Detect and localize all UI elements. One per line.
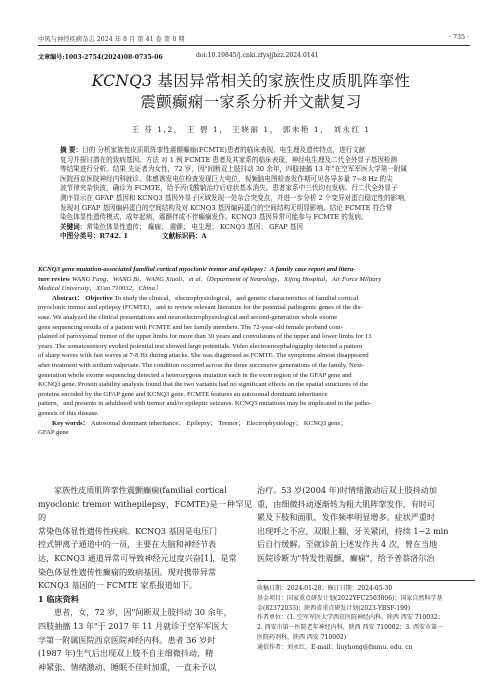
english-block — [38, 265, 476, 438]
english-abstract-line: generation whole exome sequencing detected a heterozygous mutation each in the exon region of the GFAP gene and — [38, 371, 352, 379]
english-abstract-line: gene sequencing results of a patient with FCMTE and her family members. The 72-year-old female proband com- — [38, 323, 343, 331]
abstract-cn-line: 等结果进行分析。结果 先证者为女性，72 岁，因"间断双上肢抖动 30 余年，四肢抽搐 13 年"在空军军医大学第一附属 — [60, 165, 408, 174]
english-abstract-line: of sharp waves with fast waves at 7-8 Hz during attacks. She was diagnosed as FCMTE. The symptoms almost disappeared — [38, 352, 369, 360]
page-number: · 735 · — [448, 34, 469, 41]
journal-header: 中风与神经疾病杂志 2024 年 8 月 第 41 卷 第 8 期 — [38, 36, 185, 43]
english-keywords-2: GFAP gene — [38, 429, 69, 437]
body-line: 累及下肢和面肌，发作频率明显增多。症状严重时 — [257, 512, 436, 523]
footnote-funding: 基金项目：国家重点研发计划(2022YFC2503806)；国家自然科学基 — [257, 594, 443, 602]
abstract-cn-line: 测序显示在 GFAP 基因和 KCNQ3 基因外显子区域发现一处杂合突变点，并进一步分析 2 个变异对蛋白稳定性的影响， — [60, 193, 411, 202]
abstract-label: 摘 要： — [60, 146, 83, 154]
section-heading: 1 临床资料 — [38, 593, 79, 604]
english-affiliation: Medical University，Xi'an 710032，China） — [38, 285, 162, 293]
body-line: myoclonic tremor withepilepsy，FCMTE)是一种罕见的 — [38, 498, 252, 523]
abstract-cn-line: 摘 要：目的 分析家族性皮质肌阵挛性震颤癫痫(FCMTE)患者的临床表现、电生理及遗传特点，进行文献 — [60, 146, 366, 154]
body-line: 染色体显性遗传性癫痫的致病基因。现对携带异常 — [38, 566, 217, 577]
english-abstract-line: after treatment with sodium valproate. The condition occurred across the three successive generations of the family. Next- — [38, 361, 365, 369]
english-abstract-line: Abstract： Objective To study the clinical，electrophysiological，and genetic characteristics of familial cortical — [52, 294, 359, 302]
body-line: 达，KCNQ3 通道异常可导致神经元过度兴奋[1]，是常 — [38, 552, 237, 563]
english-abstract-line: genesis of this disease. — [38, 409, 99, 417]
keywords-cn: 关键词：常染色体显性遗传； 癫痫； 震颤； 电生理； KCNQ3 基因； GFAP 基因 — [60, 222, 303, 231]
body-right-column — [257, 484, 475, 566]
article-number: 文章编号:1003-2754(2024)08-0735-06 — [38, 54, 163, 61]
abstract-cn — [60, 146, 456, 242]
body-line: KCNQ3 基因的一 FCMTE 家系报道如下。 — [38, 580, 198, 591]
doi: doi:10.19845/j.cnki.zfysjjbzz.2024.0141 — [196, 52, 319, 59]
classification: 中图分类号：R742. 1 文献标识码：A — [60, 232, 207, 241]
body-line: 四肢抽搐 13 年"于 2017 年 11 月就诊于空军军医大 — [38, 620, 228, 631]
body-left-column — [38, 484, 252, 674]
title-line-1: KCNQ3 基因异常相关的家族性皮质肌阵挛性 — [91, 72, 411, 90]
english-abstract-line: years. The somatosensory evoked potential test showed large potentials. Video electroencephalography detected a pattern — [38, 342, 363, 350]
footnote-received: 收稿日期：2024-01-28；修订日期：2024-05-30 — [257, 585, 393, 592]
body-line: 重，由细微抖动逐渐转为粗大肌阵挛发作，有时可 — [257, 498, 436, 509]
body-line: 治疗。53 岁(2004 年)时情绪激动后双上肢抖动加 — [257, 485, 437, 495]
footnote-affiliation-2: 2. 西安市第一医院老年神经内科，陕西 西安 710002；3. 西安市第一 — [257, 624, 443, 632]
body-line: 患者，女，72 岁，因"间断双上肢抖动 30 余年， — [54, 607, 232, 618]
author-list: 王 芬 1,2， 王 碧 1， 王晓丽 1， 郭未艳 1， 刘永红 1 — [131, 125, 371, 134]
abstract-cn-line: 发现对 GFAP 基因编码蛋白的空间结构及对 KCNQ3 基因编码蛋白的空间结构无明显影响。结论 FCMTE 符合常 — [60, 203, 393, 212]
abstract-cn-line: 波节律夹杂快波，确诊为 FCMTE，给予丙戊酸钠治疗后症状基本消失。患者家系中三代均有发病。行二代全外显子 — [60, 184, 398, 193]
english-abstract-line: ease. We analyzed the clinical presentations and neuroelectrophysiological and second-generation whole exome — [38, 313, 338, 321]
body-line: 控式钾离子通道中的一员，主要在大脑和神经节表 — [38, 539, 217, 550]
footnote-block — [257, 580, 475, 653]
body-line: 家族性皮质肌阵挛性震颤癫痫(familial cortical — [54, 485, 227, 495]
abstract-cn-line: 染色体显性遗传模式，成年起病，震颤伴或不伴癫痫发作。KCNQ3 基因异常可能参与 FCMTE 的发病。 — [60, 213, 368, 222]
body-line: 后自行缓解。至就诊前上述发作共 4 次，曾在当地 — [257, 539, 438, 550]
abstract-cn-line: 医院西京医院神经内科就诊。体感诱发电位检查发现巨大电位，视频脑电图检查发作期可见各导多量 7~8 Hz 的尖 — [60, 174, 393, 183]
footnote-correspondence: 通信作者：刘永红，E-mail：liuyhong@fmmu. edu. cn — [257, 643, 413, 651]
body-line: 神紧张、情绪激动、睡眠不佳时加重，一直未予以 — [38, 661, 217, 672]
body-line: 常染色体显性遗传性疾病。KCNQ3 基因是电压门 — [38, 525, 218, 536]
footnote-affiliation-3: 医院药剂科，陕西 西安 710002) — [257, 633, 347, 641]
header-rule — [38, 45, 470, 46]
english-title-line-2: ture review WANG Fang，WANG Bi，WANG Xiaoli，et al.（Department of Neurology，Xijing Hospital，Air Force Military — [38, 275, 382, 283]
body-line: (1987 年)生气后出现双上肢不自主细微抖动，精 — [38, 648, 214, 659]
english-keywords: Key words： Autosomal dominant inheritance； Epilepsy； Tremor； Electrophysiology； KCNQ3 gene； — [52, 419, 348, 427]
body-line: 学第一附属医院西京医院神经内科。患者 36 岁时 — [38, 634, 216, 645]
english-abstract-line: proteins encoded by the GFAP gene and KCNQ3 gene. FCMTE features an autosomal dominant inheritance — [38, 390, 328, 398]
english-abstract-line: plained of paroxysmal tremor of the upper limbs for more than 30 years and convulsions of the upper and lower limbs for 13 — [38, 333, 372, 341]
english-abstract-line: KCNQ3 gene. Protein stability analysis found that the two variants had no significant effects on the spatial structures of the — [38, 381, 369, 389]
body-line: 医院诊断为"特发性震颤、癫痫"，给予普萘洛尔治 — [257, 552, 435, 563]
english-abstract-line: pattern，and presents in adulthood with tremor and/or epileptic seizures. KCNQ3 mutations may be implicated in the patho- — [38, 400, 372, 408]
title-line-2: 震颤癫痫一家系分析并文献复习 — [140, 93, 362, 111]
abstract-cn-line: 复习并探讨潜在的致病基因。方法 对 1 例 FCMTE 患者及其家系的临床表现、神经电生理及二代全外显子基因检测 — [60, 155, 397, 164]
body-line: 出现呼之不应，双眼上翻，牙关紧闭，持续 1~2 min — [257, 525, 449, 536]
english-abstract-line: myoclonic tremor and epilepsy (FCMTE)，and to review relevant literature for the potential pathogenic genes of the dis- — [38, 304, 363, 312]
english-title-line: KCNQ3 gene mutation-associated familial cortical myoclonic tremor and epilepsy：A family case report and litera- — [38, 266, 356, 273]
footnote-funding-2: 金(82372033)；陕西省重点研发计划(2023-YBSF-199) — [257, 604, 411, 612]
footnote-affiliation: 作者单位：(1. 空军军医大学西京医院神经内科，陕西 西安 710032； — [257, 614, 444, 622]
